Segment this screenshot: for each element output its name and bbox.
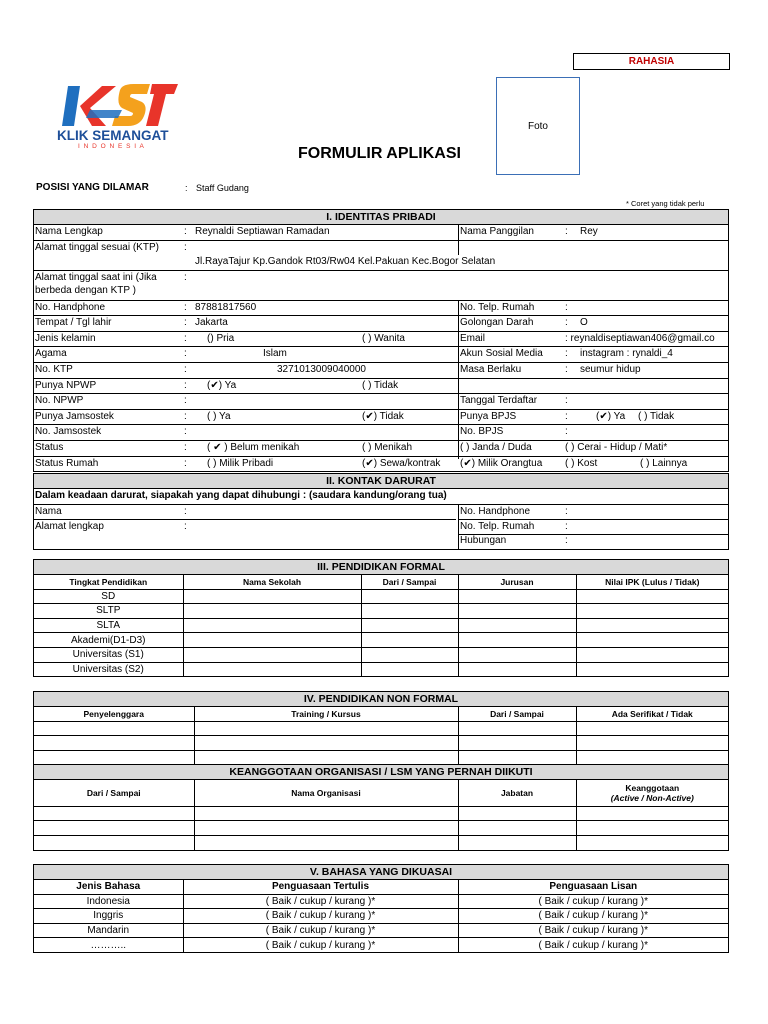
email-value[interactable]: : reynaldiseptiawan406@gmail.co (565, 332, 715, 344)
formal-header: Jurusan (458, 575, 576, 590)
table-row (34, 909, 728, 924)
tempat-value[interactable]: Jakarta (195, 317, 228, 329)
education-cell[interactable] (576, 604, 728, 619)
row-no-npwp: No. NPWP : Tanggal Terdaftar : (34, 394, 728, 410)
written-skill[interactable]: ( Baik / cukup / kurang )* (183, 938, 458, 952)
education-cell[interactable] (361, 589, 458, 604)
education-cell[interactable] (458, 647, 576, 662)
row-alamat-now: Alamat tinggal saat ini (Jika berbeda dengan KTP ) : (34, 271, 728, 301)
education-cell[interactable] (183, 618, 361, 633)
photo-box[interactable] (496, 77, 580, 175)
nonformal-table (34, 706, 728, 764)
spoken-skill[interactable]: ( Baik / cukup / kurang )* (458, 894, 728, 909)
education-cell[interactable] (458, 589, 576, 604)
rumah-lain-option[interactable]: ( ) Lainnya (640, 457, 688, 469)
row-ktp: No. KTP : 3271013009040000 Masa Berlaku : seumur hidup (34, 363, 728, 379)
row-no-jamsostek: No. Jamsostek : No. BPJS : (34, 425, 728, 441)
education-level: SD (34, 589, 183, 604)
education-level: Universitas (S1) (34, 647, 183, 662)
rumah-ortu-option[interactable]: (✔) Milik Orangtua (460, 457, 543, 469)
org-header: Jabatan (458, 780, 576, 806)
rumah-pribadi-option[interactable]: ( ) Milik Pribadi (207, 457, 274, 469)
section-formal (33, 559, 729, 677)
position-value[interactable]: Staff Gudang (196, 183, 249, 193)
table-row (34, 938, 728, 952)
darurat-body: Nama : Alamat lengkap : No. Handphone : No. Telp. Rumah : Hubungan : (34, 505, 728, 549)
row-status-rumah: Status Rumah : ( ) Milik Pribadi (✔) Sewa/kontrak (✔) Milik Orangtua ( ) Kost ( ) Lainnya (35, 457, 688, 469)
nonformal-header: Ada Serifikat / Tidak (576, 707, 728, 722)
education-cell[interactable] (576, 647, 728, 662)
table-row (34, 647, 728, 662)
row-handphone: No. Handphone : 87881817560 No. Telp. Rumah : (34, 301, 728, 317)
strike-note: * Coret yang tidak perlu (626, 199, 705, 208)
section-darurat (33, 473, 729, 550)
table-row (34, 604, 728, 619)
formal-header: Nilai IPK (Lulus / Tidak) (576, 575, 728, 590)
nama-lengkap-label: Nama Lengkap (35, 226, 103, 237)
row-intro: Dalam keadaan darurat, siapakah yang dapat dihubungi : (saudara kandung/orang tua) (34, 489, 728, 505)
rumah-sewa-option[interactable]: (✔) Sewa/kontrak (362, 457, 441, 469)
written-skill[interactable]: ( Baik / cukup / kurang )* (183, 909, 458, 924)
row-nama: Nama Lengkap : Reynaldi Septiawan Ramadan Nama Panggilan : Rey (34, 225, 728, 241)
education-cell[interactable] (183, 589, 361, 604)
spoken-skill[interactable]: ( Baik / cukup / kurang )* (458, 923, 728, 938)
npwp-ya-option[interactable]: (✔) Ya (207, 379, 237, 391)
education-cell[interactable] (576, 633, 728, 648)
language-name: Inggris (34, 909, 183, 924)
table-row (34, 633, 728, 648)
org-header: Dari / Sampai (34, 780, 194, 806)
education-cell[interactable] (458, 633, 576, 648)
formal-header: Nama Sekolah (183, 575, 361, 590)
education-cell[interactable] (458, 604, 576, 619)
status-menikah-option[interactable]: ( ) Menikah (362, 441, 413, 453)
language-name: Indonesia (34, 894, 183, 909)
org-header: Nama Organisasi (194, 780, 458, 806)
formal-header: Tingkat Pendidikan (34, 575, 183, 590)
education-cell[interactable] (183, 647, 361, 662)
section-title: II. KONTAK DARURAT (34, 474, 728, 489)
education-cell[interactable] (361, 633, 458, 648)
jk-wanita-option[interactable]: ( ) Wanita (362, 332, 405, 344)
section-bahasa (33, 864, 729, 953)
formal-header: Dari / Sampai (361, 575, 458, 590)
status-belum-option[interactable]: ( ✔ ) Belum menikah (207, 441, 300, 453)
education-level: SLTP (34, 604, 183, 619)
row-jenis-kelamin: Jenis kelamin : () Pria ( ) Wanita Email : reynaldiseptiawan406@gmail.co (34, 332, 728, 348)
status-janda-option[interactable]: ( ) Janda / Duda (460, 441, 532, 453)
row-jamsostek: Punya Jamsostek : ( ) Ya (✔) Tidak Punya BPJS : (✔) Ya ( ) Tidak (34, 410, 728, 426)
spoken-skill[interactable]: ( Baik / cukup / kurang )* (458, 938, 728, 952)
nama-panggilan-label: Nama Panggilan (460, 226, 534, 237)
company-logo (57, 80, 182, 155)
org-header-keanggotaan: Keanggotaan (Active / Non-Active) (576, 780, 728, 806)
section-title: V. BAHASA YANG DIKUASAI (34, 865, 728, 879)
bahasa-header: Penguasaan Lisan (458, 880, 728, 895)
logo-mark-icon (62, 80, 182, 132)
bahasa-header: Jenis Bahasa (34, 880, 183, 895)
education-level: Akademi(D1-D3) (34, 633, 183, 648)
education-cell[interactable] (576, 662, 728, 676)
agama-value[interactable]: Islam (263, 348, 287, 360)
berlaku-value[interactable]: seumur hidup (580, 363, 641, 375)
education-cell[interactable] (361, 618, 458, 633)
education-cell[interactable] (576, 618, 728, 633)
logo-subtext: I N D O N E S I A (78, 143, 145, 150)
education-cell[interactable] (576, 589, 728, 604)
table-row (34, 662, 728, 676)
education-cell[interactable] (458, 618, 576, 633)
row-status: Status : ( ✔ ) Belum menikah ( ) Menikah ( ) Janda / Duda ( ) Cerai - Hidup / Mati* (34, 441, 728, 457)
bpjs-ya-option[interactable]: (✔) Ya (596, 410, 626, 422)
education-cell[interactable] (361, 604, 458, 619)
education-cell[interactable] (361, 647, 458, 662)
handphone-value[interactable]: 87881817560 (195, 301, 257, 313)
bahasa-header: Penguasaan Tertulis (183, 880, 458, 895)
jamsostek-tidak-option[interactable]: (✔) Tidak (362, 410, 404, 422)
photo-label: Foto (527, 120, 548, 132)
table-row (34, 894, 728, 909)
language-name: ……….. (34, 938, 183, 952)
formal-table (34, 574, 728, 676)
nonformal-header: Dari / Sampai (458, 707, 576, 722)
row-npwp: Punya NPWP : (✔) Ya ( ) Tidak (34, 379, 728, 395)
rumah-kost-option[interactable]: ( ) Kost (565, 457, 598, 469)
written-skill[interactable]: ( Baik / cukup / kurang )* (183, 894, 458, 909)
table-row (34, 589, 728, 604)
confidential-label: RAHASIA (573, 53, 730, 70)
alamat-ktp-value[interactable]: Jl.RayaTajur Kp.Gandok Rt03/Rw04 Kel.Pakuan Kec.Bogor Selatan (195, 255, 496, 267)
form-title: FORMULIR APLIKASI (298, 145, 461, 162)
row-tempat: Tempat / Tgl lahir : Jakarta Golongan Darah : O (34, 316, 728, 332)
section-title: III. PENDIDIKAN FORMAL (34, 560, 728, 574)
goldar-value[interactable]: O (580, 317, 588, 329)
status-cerai-option[interactable]: ( ) Cerai - Hidup / Mati* (565, 441, 668, 453)
written-skill[interactable]: ( Baik / cukup / kurang )* (183, 923, 458, 938)
bpjs-tidak-option[interactable]: ( ) Tidak (638, 410, 675, 422)
table-row (34, 618, 728, 633)
sosmed-value[interactable]: instagram : rynaldi_4 (580, 348, 673, 360)
jamsostek-ya-option[interactable]: ( ) Ya (207, 410, 231, 422)
ktp-value[interactable]: 3271013009040000 (277, 363, 366, 375)
alamat-now-label: Alamat tinggal saat ini (Jika (35, 271, 157, 283)
section-title: I. IDENTITAS PRIBADI (34, 210, 728, 225)
position-label: POSISI YANG DILAMAR (36, 182, 149, 193)
org-title: KEANGGOTAAN ORGANISASI / LSM YANG PERNAH DIIKUTI (34, 764, 728, 780)
bahasa-table (34, 879, 728, 952)
npwp-tidak-option[interactable]: ( ) Tidak (362, 379, 399, 391)
spoken-skill[interactable]: ( Baik / cukup / kurang )* (458, 909, 728, 924)
section-identitas (33, 209, 729, 472)
nonformal-header: Penyelenggara (34, 707, 194, 722)
education-level: Universitas (S2) (34, 662, 183, 676)
jk-pria-option[interactable]: () Pria (207, 332, 235, 344)
section-nonformal (33, 691, 729, 851)
logo-text: KLIK SEMANGAT (57, 128, 169, 143)
nama-panggilan-value[interactable]: Rey (580, 226, 598, 237)
alamat-ktp-label: Alamat tinggal sesuai (KTP) (35, 241, 159, 253)
language-name: Mandarin (34, 923, 183, 938)
nama-lengkap-value[interactable]: Reynaldi Septiawan Ramadan (195, 226, 330, 237)
org-table (34, 780, 728, 849)
education-cell[interactable] (183, 604, 361, 619)
education-level: SLTA (34, 618, 183, 633)
education-cell[interactable] (183, 633, 361, 648)
education-cell[interactable] (361, 662, 458, 676)
education-cell[interactable] (458, 662, 576, 676)
section-title: IV. PENDIDIKAN NON FORMAL (34, 692, 728, 706)
row-alamat-ktp: Alamat tinggal sesuai (KTP) : Jl.RayaTajur Kp.Gandok Rt03/Rw04 Kel.Pakuan Kec.Bogor Selatan (34, 241, 728, 271)
position-colon: : (185, 183, 188, 193)
nonformal-header: Training / Kursus (194, 707, 458, 722)
row-agama: Agama : Islam Akun Sosial Media : instagram : rynaldi_4 (34, 347, 728, 363)
education-cell[interactable] (183, 662, 361, 676)
table-row (34, 923, 728, 938)
